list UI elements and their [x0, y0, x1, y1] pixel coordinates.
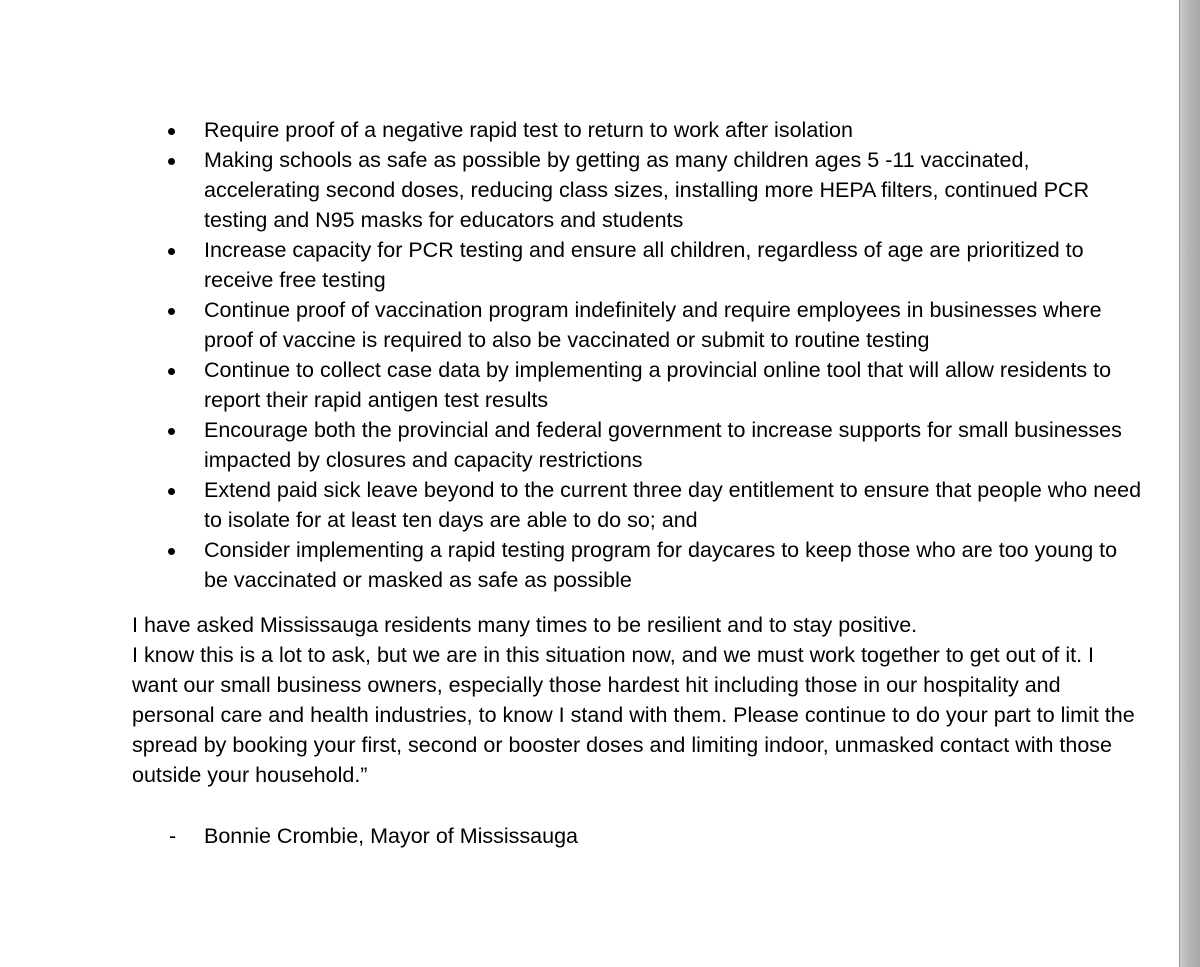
bullet-icon: [168, 488, 175, 495]
list-item-text: Continue proof of vaccination program indefinitely and require employees in businesses where proof of vaccine is required to also be vaccinated or submit to routine testing: [204, 298, 1102, 352]
bullet-icon: [168, 248, 175, 255]
list-item-text: Require proof of a negative rapid test to return to work after isolation: [204, 118, 853, 142]
scrollbar[interactable]: [1179, 0, 1200, 967]
list-item-text: Increase capacity for PCR testing and ensure all children, regardless of age are prioritized to receive free testing: [204, 238, 1084, 292]
list-item: [132, 535, 1142, 595]
closing-paragraph-line: I have asked Mississauga residents many times to be resilient and to stay positive.: [132, 613, 918, 637]
bullet-icon: [168, 158, 175, 165]
signature-dash: -: [169, 824, 177, 848]
list-item-text: Encourage both the provincial and federal government to increase supports for small businesses impacted by closures and capacity restrictions: [204, 418, 1122, 472]
list-item: [132, 415, 1142, 475]
list-item: [132, 355, 1142, 415]
bullet-icon: [168, 128, 175, 135]
bullet-icon: [168, 368, 175, 375]
list-item: [132, 475, 1142, 535]
closing-paragraph-body: I know this is a lot to ask, but we are in this situation now, and we must work together to get out of it. I want our small business owners, especially those hardest hit including those in our hospitality and personal care and health industries, to know I stand with them. Please continue to do your part to limit the spread by booking your first, second or booster doses and limiting indoor, unmasked contact with those outside your household.”: [132, 643, 1135, 787]
recommendation-list: [132, 115, 1142, 595]
closing-paragraph: [132, 610, 1142, 790]
list-item-text: Making schools as safe as possible by getting as many children ages 5 -11 vaccinated, accelerating second doses, reducing class sizes, installing more HEPA filters, continued PCR testing and N95 masks for educators and students: [204, 148, 1090, 232]
list-item-text: Consider implementing a rapid testing program for daycares to keep those who are too young to be vaccinated or masked as safe as possible: [204, 538, 1118, 592]
list-item: [132, 235, 1142, 295]
list-item: [132, 115, 1142, 145]
bullet-icon: [168, 548, 175, 555]
document-body: [132, 115, 1142, 851]
list-item: [132, 145, 1142, 235]
signature-text: Bonnie Crombie, Mayor of Mississauga: [204, 824, 579, 848]
list-item-text: Continue to collect case data by implementing a provincial online tool that will allow residents to report their rapid antigen test results: [204, 358, 1112, 412]
signature: [132, 821, 1142, 851]
bullet-icon: [168, 428, 175, 435]
list-item: [132, 295, 1142, 355]
bullet-icon: [168, 308, 175, 315]
list-item-text: Extend paid sick leave beyond to the current three day entitlement to ensure that people who need to isolate for at least ten days are able to do so; and: [204, 478, 1142, 532]
